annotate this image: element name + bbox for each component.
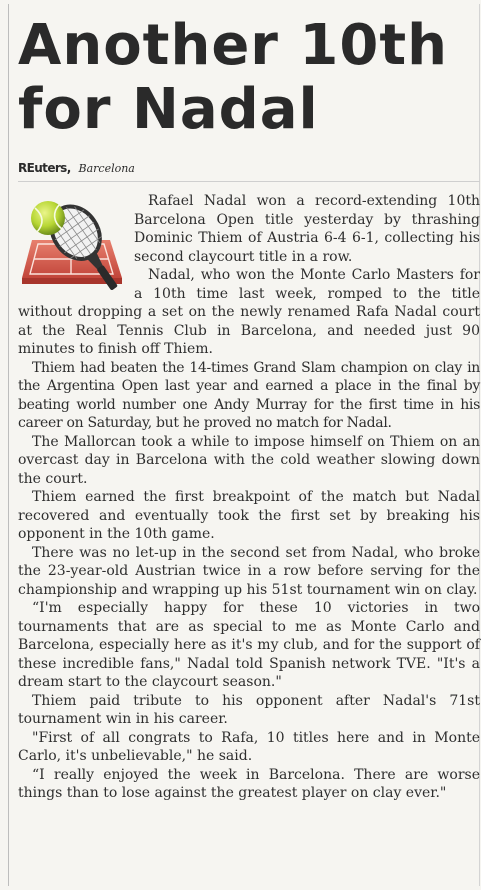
column-rule-left	[8, 4, 9, 886]
image-float-spacer-2	[18, 270, 134, 286]
image-float-spacer	[18, 192, 134, 270]
headline	[18, 14, 478, 142]
byline-divider	[18, 181, 480, 182]
paragraph-9: "First of all congrats to Rafa, 10 titles here and in Monte Carlo, it's unbelievable," he said.	[18, 729, 480, 764]
headline-line-2: for Nadal	[18, 77, 319, 142]
paragraph-3: Thiem had beaten the 14-times Grand Slam champion on clay in the Argentina Open last year and earned a place in the final by beating world number one Andy Murray for the first time in his career on Saturday, but he proved no match for Nadal.	[18, 359, 480, 431]
byline-agency: REuters,	[18, 161, 71, 175]
byline-location: Barcelona	[78, 162, 135, 175]
paragraph-10: “I really enjoyed the week in Barcelona. There are worse things than to lose against the greatest player on clay ever."	[18, 766, 480, 801]
byline	[18, 160, 135, 177]
headline-line-1: Another 10th	[18, 13, 448, 78]
paragraph-8: Thiem paid tribute to his opponent after Nadal's 71st tournament win in his career.	[18, 692, 480, 727]
paragraph-6: There was no let-up in the second set from Nadal, who broke the 23-year-old Austrian twice in a row before serving for the championship and wrapping up his 51st tournament win on clay.	[18, 544, 480, 598]
paragraph-7: “I'm especially happy for these 10 victories in two tournaments that are as special to me as Monte Carlo and Barcelona, especially here as it's my club, and for the support of these incredible fans," Nadal told Spanish network TVE. "It's a dream start to the claycourt season."	[18, 600, 480, 690]
paragraph-1: Rafael Nadal won a record-extending 10th Barcelona Open title yesterday by thrashing Dominic Thiem of Austria 6-4 6-1, collecting his second claycourt title in a row.	[134, 193, 480, 265]
article-body	[18, 192, 480, 803]
paragraph-4: The Mallorcan took a while to impose himself on Thiem on an overcast day in Barcelona with the cold weather slowing down the court.	[18, 433, 480, 487]
paragraph-5: Thiem earned the first breakpoint of the match but Nadal recovered and eventually took the first set by breaking his opponent in the 10th game.	[18, 489, 480, 542]
paragraph-2: Nadal, who won the Monte Carlo Masters for a 10th time last week, romped to the title without dropping a set on the newly renamed Rafa Nadal court at the Real Tennis Club in Barcelona, and needed just 90 minutes to finish off Thiem.	[18, 267, 480, 357]
